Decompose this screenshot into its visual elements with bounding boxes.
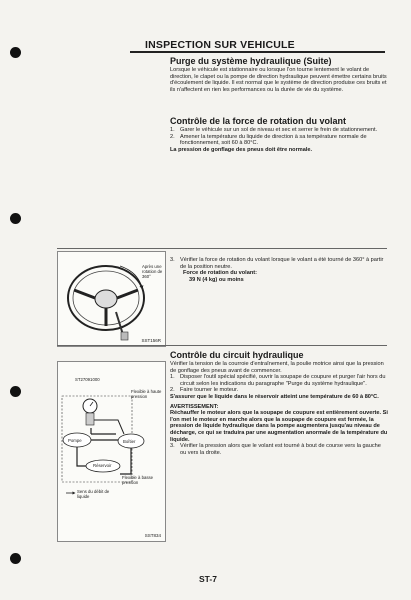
step-number: 1.	[170, 127, 175, 133]
section-divider	[57, 345, 387, 346]
step-item	[170, 387, 388, 394]
step-list	[170, 374, 388, 394]
step-text: Faire tourner le moteur.	[180, 387, 239, 394]
step-list	[170, 257, 388, 270]
step-number: 2.	[170, 133, 175, 140]
gear-housing-label: Boîtier	[123, 439, 136, 444]
step-number: 3.	[170, 443, 175, 450]
page-number: ST-7	[199, 574, 217, 584]
step-number: 3.	[170, 257, 175, 263]
step-list	[170, 127, 388, 147]
punch-hole	[10, 47, 21, 58]
step-text: Amener la température du liquide de direction à sa température normale de fonctionnement, soit 60 à 80°C.	[180, 133, 367, 147]
high-pressure-hose-label: Flexible à haute pression	[131, 389, 162, 399]
section-title: Contrôle de la force de rotation du volant	[170, 116, 347, 126]
warning-text: Réchauffer le moteur alors que la soupape de coupure est entièrement ouverte. Si l'on met le moteur en marche alors que la soupape de coupure est fermée, la pression de liquide hydraulique dans la pompe augmentera jusqu'au niveau de décharge, ce qui se traduira par une augmentation anormale de la température du liquide.	[170, 410, 388, 443]
warning-title: AVERTISSEMENT:	[170, 403, 219, 410]
punch-hole	[10, 213, 21, 224]
section-steering-force	[170, 116, 388, 153]
step-item	[170, 257, 388, 270]
steering-wheel-figure	[57, 251, 166, 347]
pump-label: Pompe	[68, 438, 82, 443]
steering-force-step3	[170, 257, 388, 283]
step-item	[170, 443, 388, 456]
punch-hole	[10, 386, 21, 397]
step-text: Vérifier la force de rotation du volant lorsque le volant a été tourné de 360° à partir de la position neutre.	[180, 257, 384, 270]
section-title: Purge du système hydraulique (Suite)	[170, 56, 332, 66]
section-intro: Vérifier la tension de la courroie d'entraînement, la poulie motrice ainsi que la pression de gonflage des pneus avant de commencer.	[170, 361, 384, 374]
step-text: Garer le véhicule sur un sol de niveau et sec et serrer le frein de stationnement.	[180, 127, 378, 133]
reservoir-label: Réservoir	[93, 463, 112, 468]
section-divider	[57, 248, 387, 249]
low-pressure-hose-label: Flexible à basse pression	[122, 475, 154, 485]
tool-number-label: ST27091000	[75, 377, 100, 382]
tire-note: La pression de gonflage des pneus doit être normale.	[170, 146, 313, 153]
step-list	[170, 443, 388, 456]
rotation-label: Après une rotation de 360°	[142, 264, 163, 279]
page-header-title: INSPECTION SUR VEHICULE	[145, 39, 295, 51]
hydraulic-circuit-figure	[57, 361, 166, 542]
figure-code: SST156R	[141, 338, 161, 343]
section-body: Lorsque le véhicule est stationnaire ou lorsque l'on tourne lentement le volant de direction, le clapet ou la pompe de direction hydraulique peuvent émettre certains bruits d'écoulement de liquide. Il est normal que le système de direction produise ces bruits et ils n'affectent en rien les performances ou la durée de vie du système.	[170, 67, 387, 93]
force-spec-value: 39 N (4 kg) ou moins	[189, 276, 244, 283]
step-number: 1.	[170, 374, 175, 381]
section-hydraulic-circuit	[170, 350, 388, 456]
step-text: Disposer l'outil spécial spécifié, ouvrir la soupape de coupure et purger l'air hors du circuit selon les indications du paragraphe "Purge du système hydraulique".	[180, 374, 386, 387]
step-item	[170, 127, 388, 134]
step-text: Vérifier la pression alors que le volant est tourné à bout de course vers la gauche ou vers la droite.	[180, 443, 381, 456]
step-item	[170, 134, 388, 147]
punch-hole	[10, 553, 21, 564]
fluid-flow-label: Sens du débit de liquide	[77, 489, 110, 499]
force-spec-label: Force de rotation du volant:	[183, 270, 257, 277]
step-item	[170, 374, 388, 387]
header-rule	[130, 51, 385, 53]
section-title: Contrôle du circuit hydraulique	[170, 350, 304, 360]
figure-code: SST834	[144, 533, 161, 538]
section-purge	[170, 56, 388, 93]
step-number: 2.	[170, 387, 175, 394]
temperature-check: S'assurer que le liquide dans le réservoir atteint une température de 60 à 80°C.	[170, 393, 379, 400]
